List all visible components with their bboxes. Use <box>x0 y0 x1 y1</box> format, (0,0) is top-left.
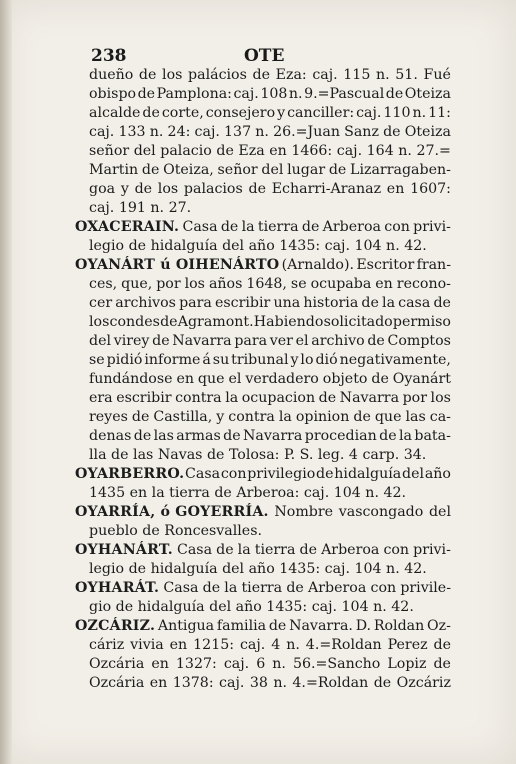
entry-headword: OXACERAIN. <box>75 219 180 235</box>
text-line: reyes de Castilla, y contra la opinion de que las ca- <box>89 409 451 425</box>
text-line: denas de las armas de Navarra procedian de la bata- <box>89 428 451 444</box>
text-line <box>75 237 451 256</box>
page-gutter-shadow <box>0 0 12 764</box>
entry-first-line: OYARRÍA, ó GOYERRÍA. Nombre vascongado del <box>75 504 451 520</box>
text-line: Ozcária en 1378: caj. 38 n. 4.=Roldan de Ozcáriz <box>89 675 451 691</box>
text-line: caj. 133 n. 24: caj. 137 n. 26.=Juan Sanz de Oteiza <box>89 124 451 140</box>
text-line: ces, que, por los años 1648, se ocupaba en recono- <box>89 276 451 292</box>
text-line: cer archivos para escribir una historia de la casa de <box>89 295 451 311</box>
text-line <box>75 522 451 541</box>
text-line: goa y de los palacios de Echarri-Aranaz en 1607: <box>89 181 451 197</box>
line-text: gio de hidalguía del año 1435: caj. 104 n. 42. <box>89 599 414 615</box>
line-text: 1435 en la tierra de Arberoa: caj. 104 n. 42. <box>89 485 407 501</box>
entry-first-line: OXACERAIN. Casa de la tierra de Arberoa con privi- <box>75 219 451 235</box>
text-line <box>75 199 451 218</box>
text-line: del virey de Navarra para ver el archivo de Comptos <box>89 333 451 349</box>
text-line: se pidió informe á su tribunal y lo dió negativamente, <box>89 352 451 368</box>
text-line: Ozcária en 1327: caj. 6 n. 56.=Sancho Lopiz de <box>89 656 451 672</box>
text-line <box>75 484 451 503</box>
text-line: dueño de los palácios de Eza: caj. 115 n. 51. Fué <box>89 67 451 83</box>
entry-first-line: OYHANÁRT. Casa de la tierra de Arberoa con privi- <box>75 542 451 558</box>
page-header <box>91 46 451 68</box>
entry-first-line: OYARBERRO. Casa con privilegio de hidalguía del año <box>75 466 451 482</box>
line-text: legio de hidalguía del año 1435: caj. 104 n. 42. <box>89 561 427 577</box>
entry-headword: OYHARÁT. <box>75 580 160 596</box>
running-head: OTE <box>244 46 285 66</box>
text-line: los condes de Agramont. Habiendo solicitado permiso <box>89 314 451 330</box>
text-line: alcalde de corte, consejero y canciller: caj. 110 n. 11: <box>89 105 451 121</box>
entry-headword: OYARRÍA, ó GOYERRÍA. <box>75 504 269 520</box>
text-line: cáriz vivia en 1215: caj. 4 n. 4.=Roldan Perez de <box>89 637 451 653</box>
line-text: legio de hidalguía del año 1435: caj. 104 n. 42. <box>89 238 427 254</box>
line-text: caj. 191 n. 27. <box>89 200 192 216</box>
text-line <box>75 446 451 465</box>
text-line: obispo de Pamplona: caj. 108 n. 9.=Pascual de Oteiza <box>89 86 451 102</box>
line-text: lla de las Navas de Tolosa: P. S. leg. 4 carp. 34. <box>89 447 427 463</box>
text-line <box>75 560 451 579</box>
text-line: fundándose en que el verdadero objeto de Oyanárt <box>89 371 451 387</box>
entry-first-line: OZCÁRIZ. Antigua familia de Navarra. D. Roldan Oz- <box>75 618 451 634</box>
entry-first-line: OYHARÁT. Casa de la tierra de Arberoa con privile- <box>75 580 451 596</box>
entry-headword: OZCÁRIZ. <box>75 618 156 634</box>
entry-first-line: OYANÁRT ú OIHENÁRTO (Arnaldo). Escritor fran- <box>75 257 451 273</box>
text-line <box>75 598 451 617</box>
text-line: Martin de Oteiza, señor del lugar de Lizarragaben- <box>89 162 451 178</box>
entry-headword: OYHANÁRT. <box>75 542 173 558</box>
entry-headword: OYANÁRT ú OIHENÁRTO <box>75 257 280 273</box>
page-body-text <box>75 66 451 693</box>
text-line: era escribir contra la ocupacion de Navarra por los <box>89 390 451 406</box>
page-number: 238 <box>91 46 127 66</box>
entry-headword: OYARBERRO. <box>75 466 185 482</box>
text-line: señor del palacio de Eza en 1466: caj. 164 n. 27.= <box>89 143 451 159</box>
line-text: pueblo de Roncesvalles. <box>89 523 262 539</box>
